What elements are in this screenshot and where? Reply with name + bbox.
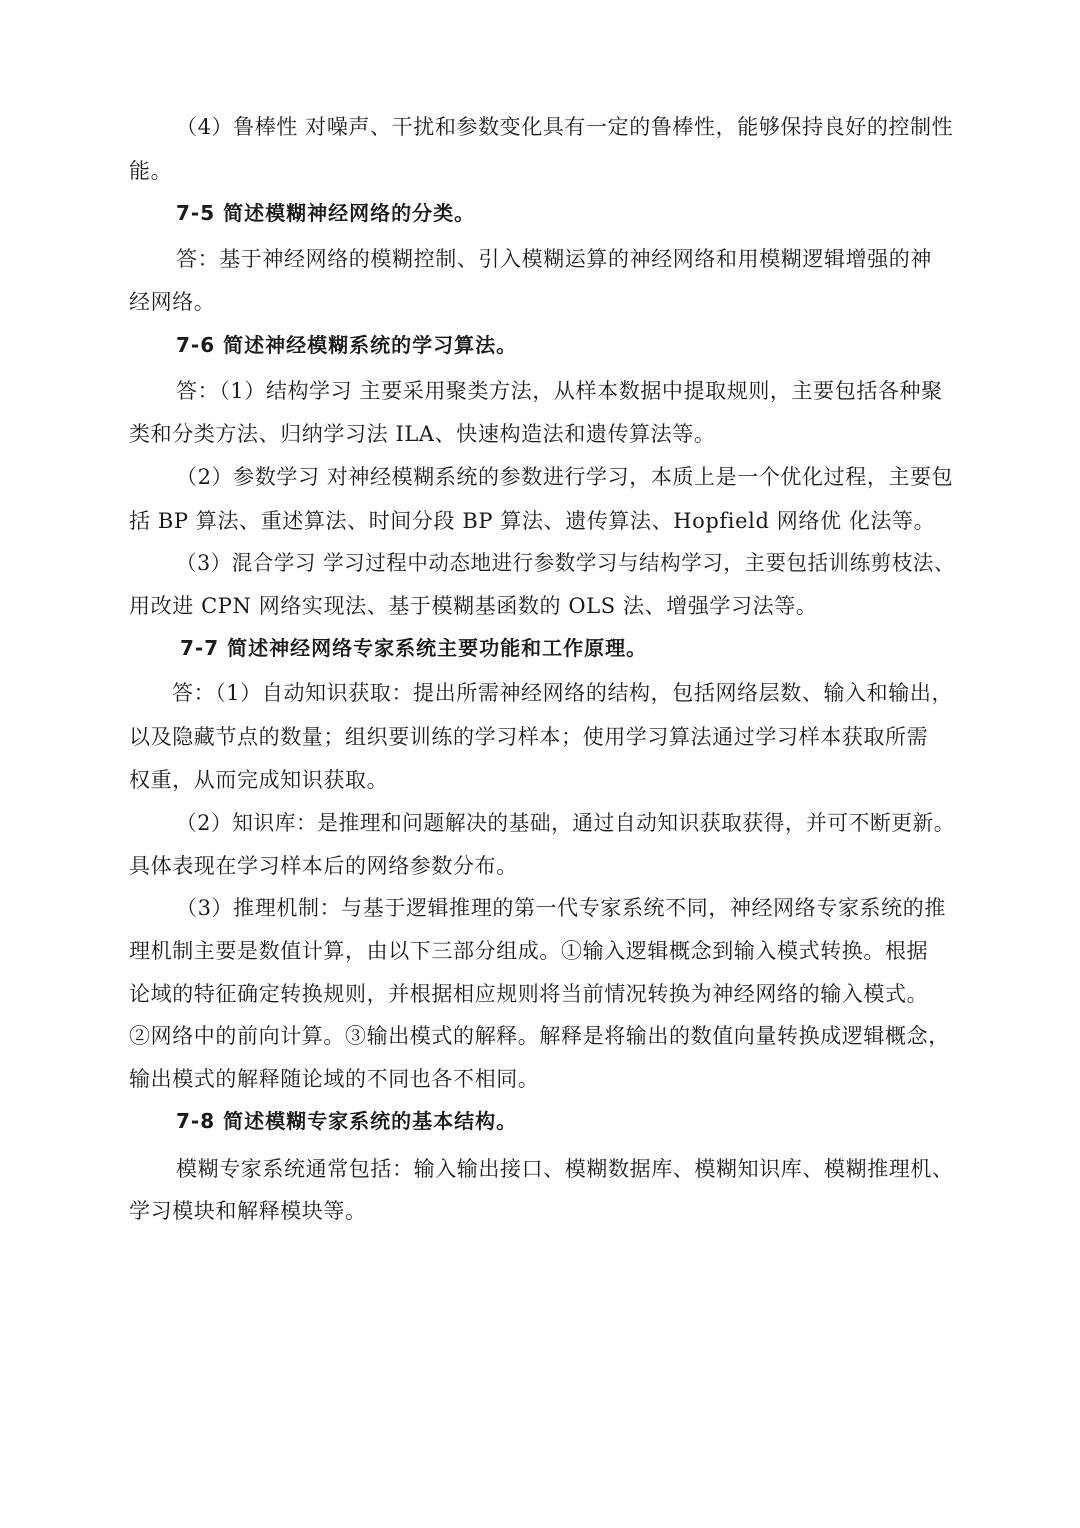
text-line: 括 BP 算法、重述算法、时间分段 BP 算法、遗传算法、Hopfield 网络优 化法等。 [129, 509, 936, 533]
text-line: 能。 [129, 159, 173, 183]
text-line: （2）参数学习 对神经模糊系统的参数进行学习，本质上是一个优化过程，主要包 [176, 465, 954, 489]
section-heading-7-5: 7-5 简述模糊神经网络的分类。 [176, 201, 476, 225]
text-line: 答：（1）结构学习 主要采用聚类方法，从样本数据中提取规则，主要包括各种聚 [176, 379, 943, 403]
text-line: 用改进 CPN 网络实现法、基于模糊基函数的 OLS 法、增强学习法等。 [129, 594, 818, 618]
section-heading-7-7: 7-7 简述神经网络专家系统主要功能和工作原理。 [180, 636, 648, 660]
text-line: 答：（1）自动知识获取：提出所需神经网络的结构，包括网络层数、输入和输出， [172, 681, 954, 705]
text-line: 理机制主要是数值计算，由以下三部分组成。①输入逻辑概念到输入模式转换。根据 [129, 939, 929, 963]
text-line: 类和分类方法、归纳学习法 ILA、快速构造法和遗传算法等。 [129, 422, 716, 446]
text-line: 学习模块和解释模块等。 [129, 1199, 367, 1223]
text-line: 输出模式的解释随论域的不同也各不相同。 [129, 1067, 540, 1091]
text-line: （2）知识库：是推理和问题解决的基础，通过自动知识获取获得，并可不断更新。 [176, 811, 955, 835]
text-line: （3）混合学习 学习过程中动态地进行参数学习与结构学习，主要包括训练剪枝法、 [176, 551, 956, 575]
text-line: 答：基于神经网络的模糊控制、引入模糊运算的神经网络和用模糊逻辑增强的神 [176, 247, 932, 271]
text-line: ②网络中的前向计算。③输出模式的解释。解释是将输出的数值向量转换成逻辑概念， [129, 1024, 950, 1048]
text-line: 论域的特征确定转换规则，并根据相应规则将当前情况转换为神经网络的输入模式。 [129, 982, 929, 1006]
text-line: 经网络。 [129, 290, 216, 314]
text-line: 模糊专家系统通常包括：输入输出接口、模糊数据库、模糊知识库、模糊推理机、 [176, 1157, 954, 1181]
text-line: 权重，从而完成知识获取。 [129, 768, 389, 792]
text-line: 以及隐藏节点的数量；组织要训练的学习样本；使用学习算法通过学习样本获取所需 [129, 725, 929, 749]
section-heading-7-6: 7-6 简述神经模糊系统的学习算法。 [176, 333, 518, 357]
text-line: （3）推理机制：与基于逻辑推理的第一代专家系统不同，神经网络专家系统的推 [176, 896, 946, 920]
text-line: 具体表现在学习样本后的网络参数分布。 [129, 854, 518, 878]
text-line: （4）鲁棒性 对噪声、干扰和参数变化具有一定的鲁棒性，能够保持良好的控制性 [176, 115, 954, 139]
section-heading-7-8: 7-8 简述模糊专家系统的基本结构。 [176, 1109, 518, 1133]
